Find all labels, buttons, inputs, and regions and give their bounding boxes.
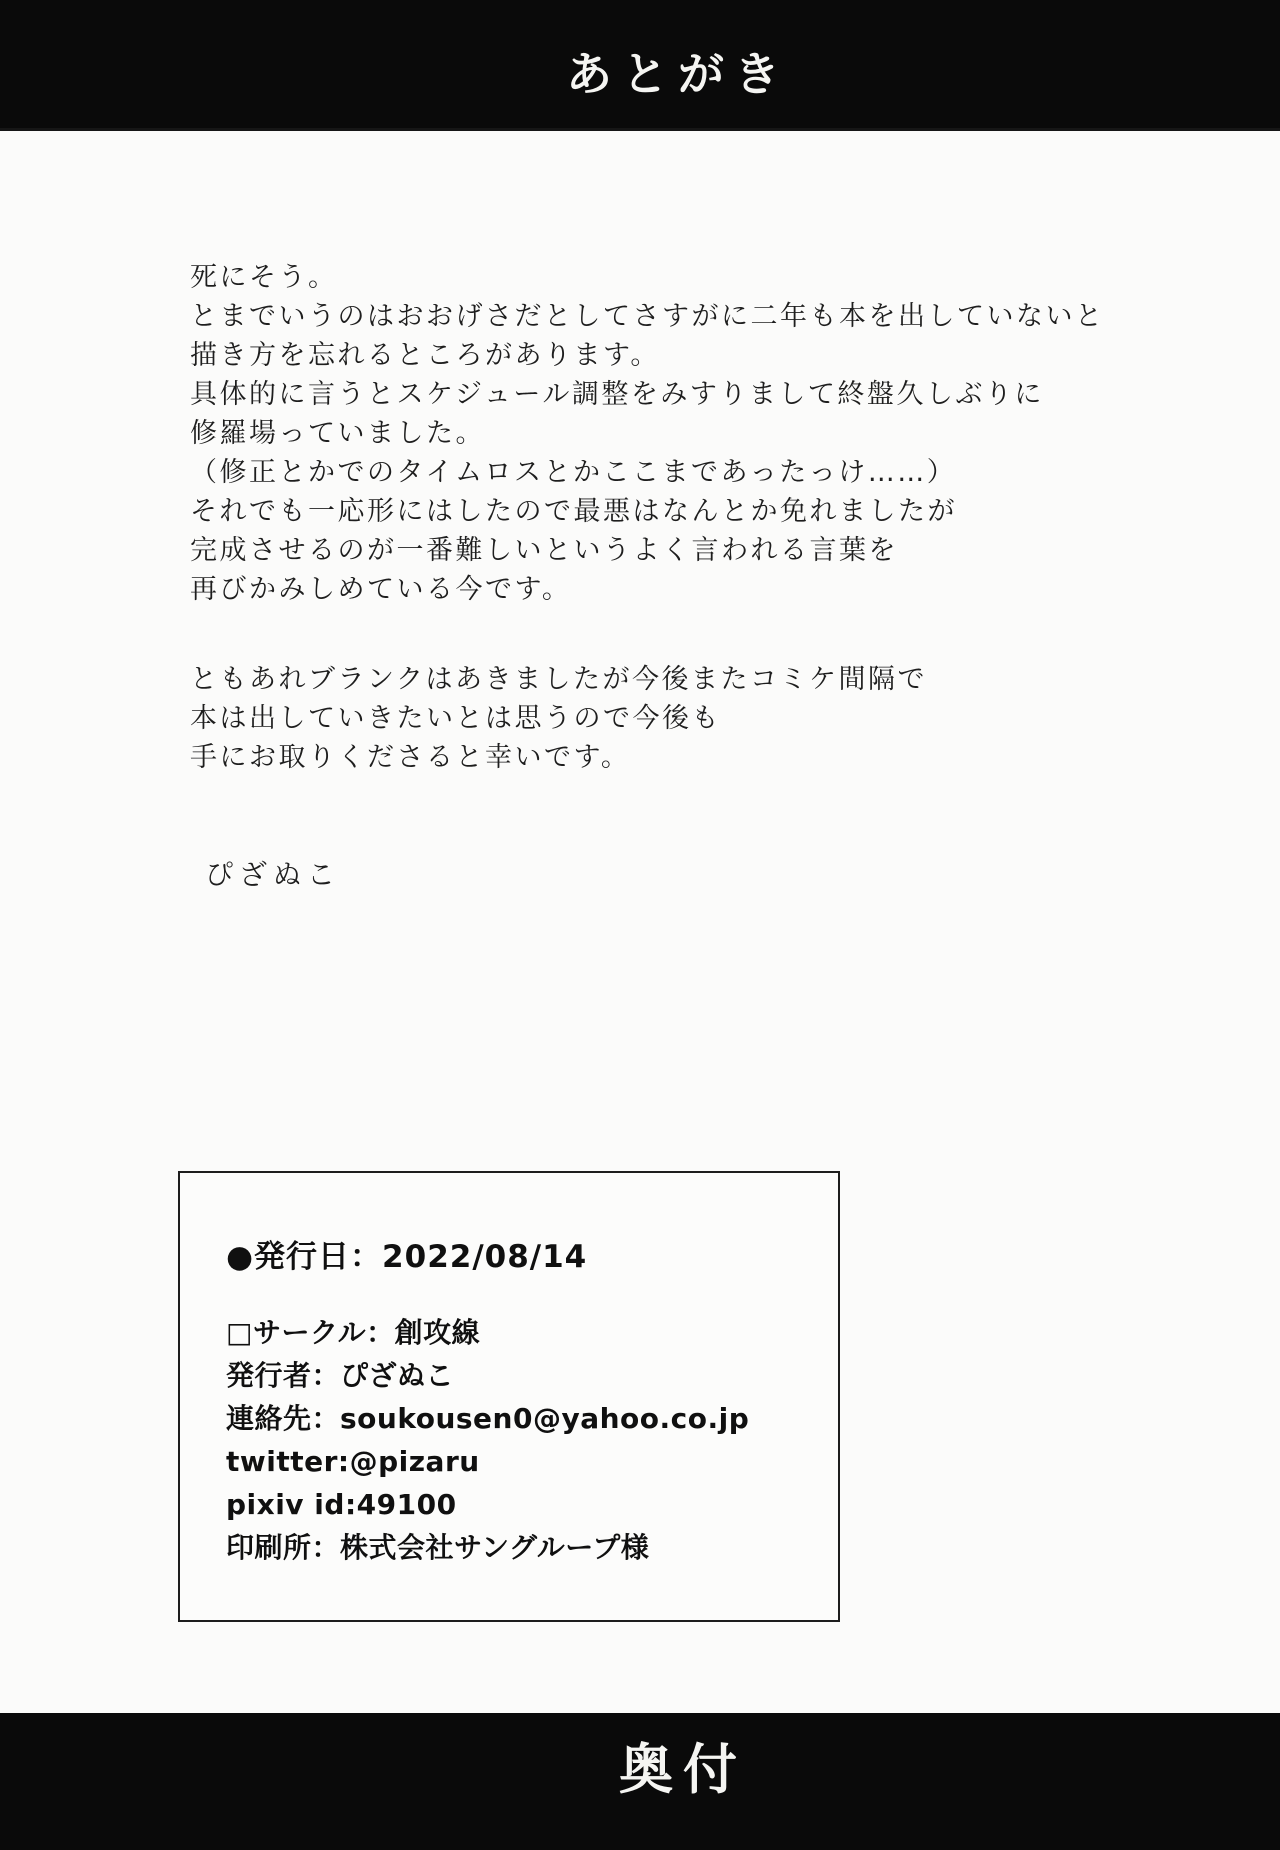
afterword-line: 死にそう。	[190, 262, 338, 293]
afterword-line: （修正とかでのタイムロスとかここまであったっけ……）	[190, 457, 957, 488]
afterword-line: とまでいうのはおおげさだとしてさすがに二年も本を出していないと	[190, 301, 1105, 332]
circle-name-line: □サークル：創攻線	[226, 1316, 481, 1349]
publisher-line: 発行者：ぴざぬこ	[226, 1359, 455, 1392]
pixiv-id-line: pixiv id:49100	[226, 1488, 457, 1521]
afterword-paragraph-2	[190, 660, 927, 777]
footer-banner	[0, 1713, 1280, 1850]
colophon-title: 奥付	[619, 1738, 747, 1801]
publish-date-line: ●発行日：2022/08/14	[226, 1239, 588, 1275]
afterword-line: 修羅場っていました。	[190, 418, 485, 449]
afterword-line: 手にお取りくださると幸いです。	[190, 742, 631, 773]
author-signature: ぴざぬこ	[205, 858, 342, 891]
contact-email-line: 連絡先：soukousen0@yahoo.co.jp	[226, 1402, 750, 1435]
afterword-line: 再びかみしめている今です。	[190, 574, 572, 605]
afterword-line: 描き方を忘れるところがあります。	[190, 340, 660, 371]
afterword-line: 完成させるのが一番難しいというよく言われる言葉を	[190, 535, 898, 566]
page-title: あとがき	[566, 47, 790, 101]
colophon-details	[226, 1311, 749, 1569]
twitter-line: twitter:@pizaru	[226, 1445, 480, 1478]
colophon-box	[178, 1171, 840, 1622]
header-banner	[0, 0, 1280, 131]
afterword-line: それでも一応形にはしたので最悪はなんとか免れましたが	[190, 496, 957, 527]
afterword-line: 本は出していきたいとは思うので今後も	[190, 703, 721, 734]
afterword-line: 具体的に言うとスケジュール調整をみすりまして終盤久しぶりに	[190, 379, 1044, 410]
afterword-line: ともあれブランクはあきましたが今後またコミケ間隔で	[190, 664, 927, 695]
afterword-paragraph-1	[190, 258, 1105, 609]
printer-line: 印刷所：株式会社サングループ様	[226, 1531, 650, 1564]
